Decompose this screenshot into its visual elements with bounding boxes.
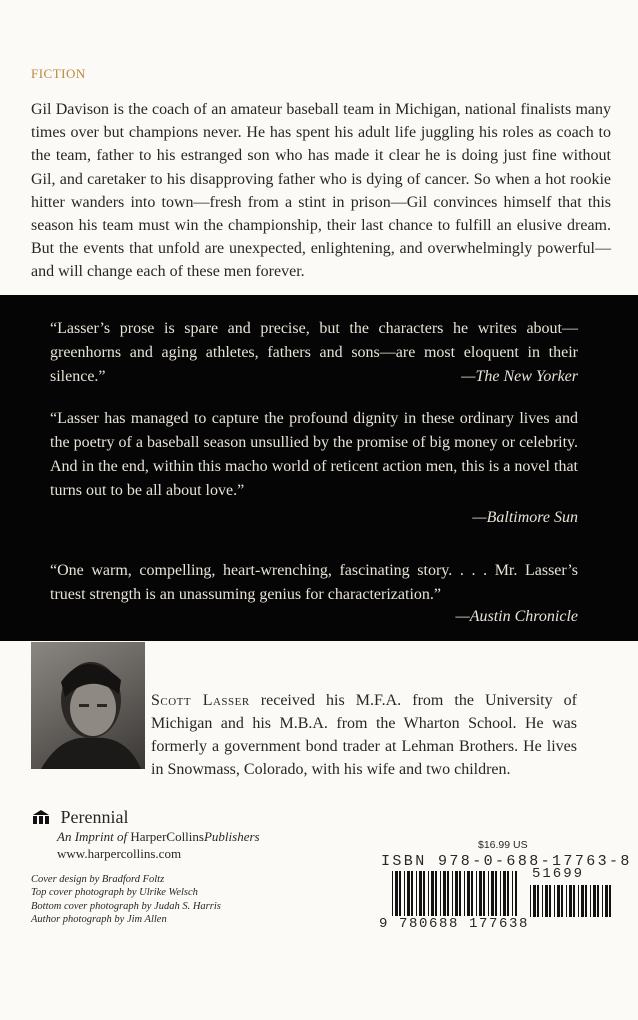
barcode-bar bbox=[392, 871, 393, 921]
barcode-bar bbox=[452, 871, 453, 921]
review-quote-text: “Lasser has managed to capture the profound dignity in these ordinary lives and the poetry of a baseball season unsullied by the promise of big money or celebrity. And in the end, within this macho world of reticent action men, this is a novel that turns out to be all about love.” bbox=[50, 410, 578, 499]
price-label: $16.99 US bbox=[478, 839, 528, 851]
barcode-bar bbox=[399, 871, 401, 921]
author-bio bbox=[151, 689, 577, 781]
barcode-bar bbox=[440, 871, 441, 921]
publisher-name: Perennial bbox=[60, 807, 129, 827]
review-quote-text: “Lasser’s prose is spare and precise, but the characters he writes about—greenhorns and aging athletes, fathers and sons—are most eloquent in their silence.” bbox=[50, 320, 578, 385]
barcode-bar bbox=[503, 871, 506, 921]
barcode-bar bbox=[435, 871, 437, 921]
imprint-company: HarperCollins bbox=[130, 829, 204, 844]
barcode-bar bbox=[545, 885, 548, 917]
review-quote-source: —Baltimore Sun bbox=[472, 509, 578, 526]
barcode-bar bbox=[533, 885, 536, 917]
review-quote-source: —Austin Chronicle bbox=[455, 608, 578, 625]
review-quote-text: “One warm, compelling, heart-wrenching, fascinating story. . . . Mr. Lasser’s truest strength is an unassuming genius for characterization.” bbox=[50, 562, 578, 603]
barcode-bar bbox=[407, 871, 410, 921]
barcode-bar bbox=[581, 885, 584, 917]
review-quotes-band bbox=[0, 295, 638, 641]
author-name: Scott Lasser bbox=[151, 692, 250, 709]
barcode-bar bbox=[488, 871, 489, 921]
barcode-bar bbox=[491, 871, 494, 921]
barcode-bar bbox=[585, 885, 587, 917]
perennial-logo-icon bbox=[32, 808, 50, 829]
barcode-bar bbox=[530, 885, 531, 917]
barcode-bar bbox=[423, 871, 425, 921]
barcode-bar bbox=[561, 885, 563, 917]
genre-label: FICTION bbox=[31, 66, 86, 81]
barcode-bar bbox=[447, 871, 449, 921]
barcode-bar bbox=[609, 885, 611, 917]
barcode-bar bbox=[483, 871, 485, 921]
credit-line: Cover design by Bradford Foltz bbox=[31, 874, 165, 885]
addon-code: 51699 bbox=[532, 866, 585, 882]
barcode-bar bbox=[554, 885, 555, 917]
author-bio-text: received his M.F.A. from the University of Michigan and his M.B.A. from the Wharton School. He was formerly a government bond trader at Lehman Brothers. He lives in Snowmass, Colorado, with his wife and two children. bbox=[151, 692, 577, 778]
barcode-bar bbox=[578, 885, 579, 917]
book-blurb: Gil Davison is the coach of an amateur baseball team in Michigan, national finalists many times over but champions never. He has spent his adult life juggling his roles as coach to the team, father to his estranged son who has made it clear he is doing just fine without Gil, and caretaker to his disapproving father who is dying of cancer. So when a hot rookie hitter wanders into town—fresh from a stint in prison—Gil convinces himself that this season his team must win the championship, their last chance to fulfill an elusive dream. But the events that unfold are unexpected, enlightening, and overwhelmingly powerful—and will change each of these men forever. bbox=[31, 101, 611, 281]
isbn-barcode bbox=[392, 871, 517, 921]
barcode-bar bbox=[467, 871, 470, 921]
barcode-bar bbox=[573, 885, 575, 917]
barcode-bar bbox=[464, 871, 465, 921]
barcode-bar bbox=[428, 871, 429, 921]
barcode-bar bbox=[443, 871, 446, 921]
cover-credits bbox=[31, 873, 221, 927]
price-addon-barcode bbox=[530, 885, 614, 917]
review-quote-source: —The New Yorker bbox=[461, 368, 578, 385]
credit-line: Bottom cover photograph by Judah S. Harris bbox=[31, 900, 221, 912]
barcode-bar bbox=[569, 885, 572, 917]
barcode-bar bbox=[566, 885, 567, 917]
barcode-bar bbox=[419, 871, 422, 921]
barcode-bar bbox=[590, 885, 591, 917]
imprint-prefix: An Imprint of bbox=[57, 829, 131, 844]
barcode-bar bbox=[411, 871, 413, 921]
barcode-bar bbox=[537, 885, 539, 917]
barcode-bar bbox=[416, 871, 417, 921]
barcode-bar bbox=[549, 885, 551, 917]
isbn-label: ISBN 978-0-688-17763-8 bbox=[381, 853, 632, 870]
barcode-bar bbox=[507, 871, 509, 921]
publisher-url: www.harpercollins.com bbox=[57, 846, 182, 861]
barcode-bar bbox=[515, 871, 517, 921]
barcode-bar bbox=[542, 885, 543, 917]
barcode-number: 9 780688 177638 bbox=[379, 916, 530, 932]
barcode-bar bbox=[459, 871, 461, 921]
barcode-bar bbox=[512, 871, 513, 921]
barcode-bar bbox=[431, 871, 434, 921]
credit-line: Top cover photograph by Ulrike Welsch bbox=[31, 887, 198, 899]
barcode-bar bbox=[557, 885, 560, 917]
author-photo bbox=[31, 642, 145, 769]
barcode-bar bbox=[500, 871, 501, 921]
barcode-bar bbox=[479, 871, 482, 921]
publisher-logo-row bbox=[32, 807, 128, 829]
barcode-bar bbox=[395, 871, 398, 921]
barcode-bar bbox=[455, 871, 458, 921]
barcode-bar bbox=[597, 885, 599, 917]
barcode-bar bbox=[605, 885, 608, 917]
barcode-bar bbox=[476, 871, 477, 921]
imprint-suffix: Publishers bbox=[203, 829, 260, 844]
barcode-bar bbox=[593, 885, 596, 917]
credit-line: Author photograph by Jim Allen bbox=[31, 914, 167, 926]
barcode-bar bbox=[471, 871, 473, 921]
barcode-bar bbox=[602, 885, 603, 917]
publisher-imprint bbox=[57, 829, 260, 845]
barcode-bar bbox=[404, 871, 405, 921]
barcode-bar bbox=[495, 871, 497, 921]
